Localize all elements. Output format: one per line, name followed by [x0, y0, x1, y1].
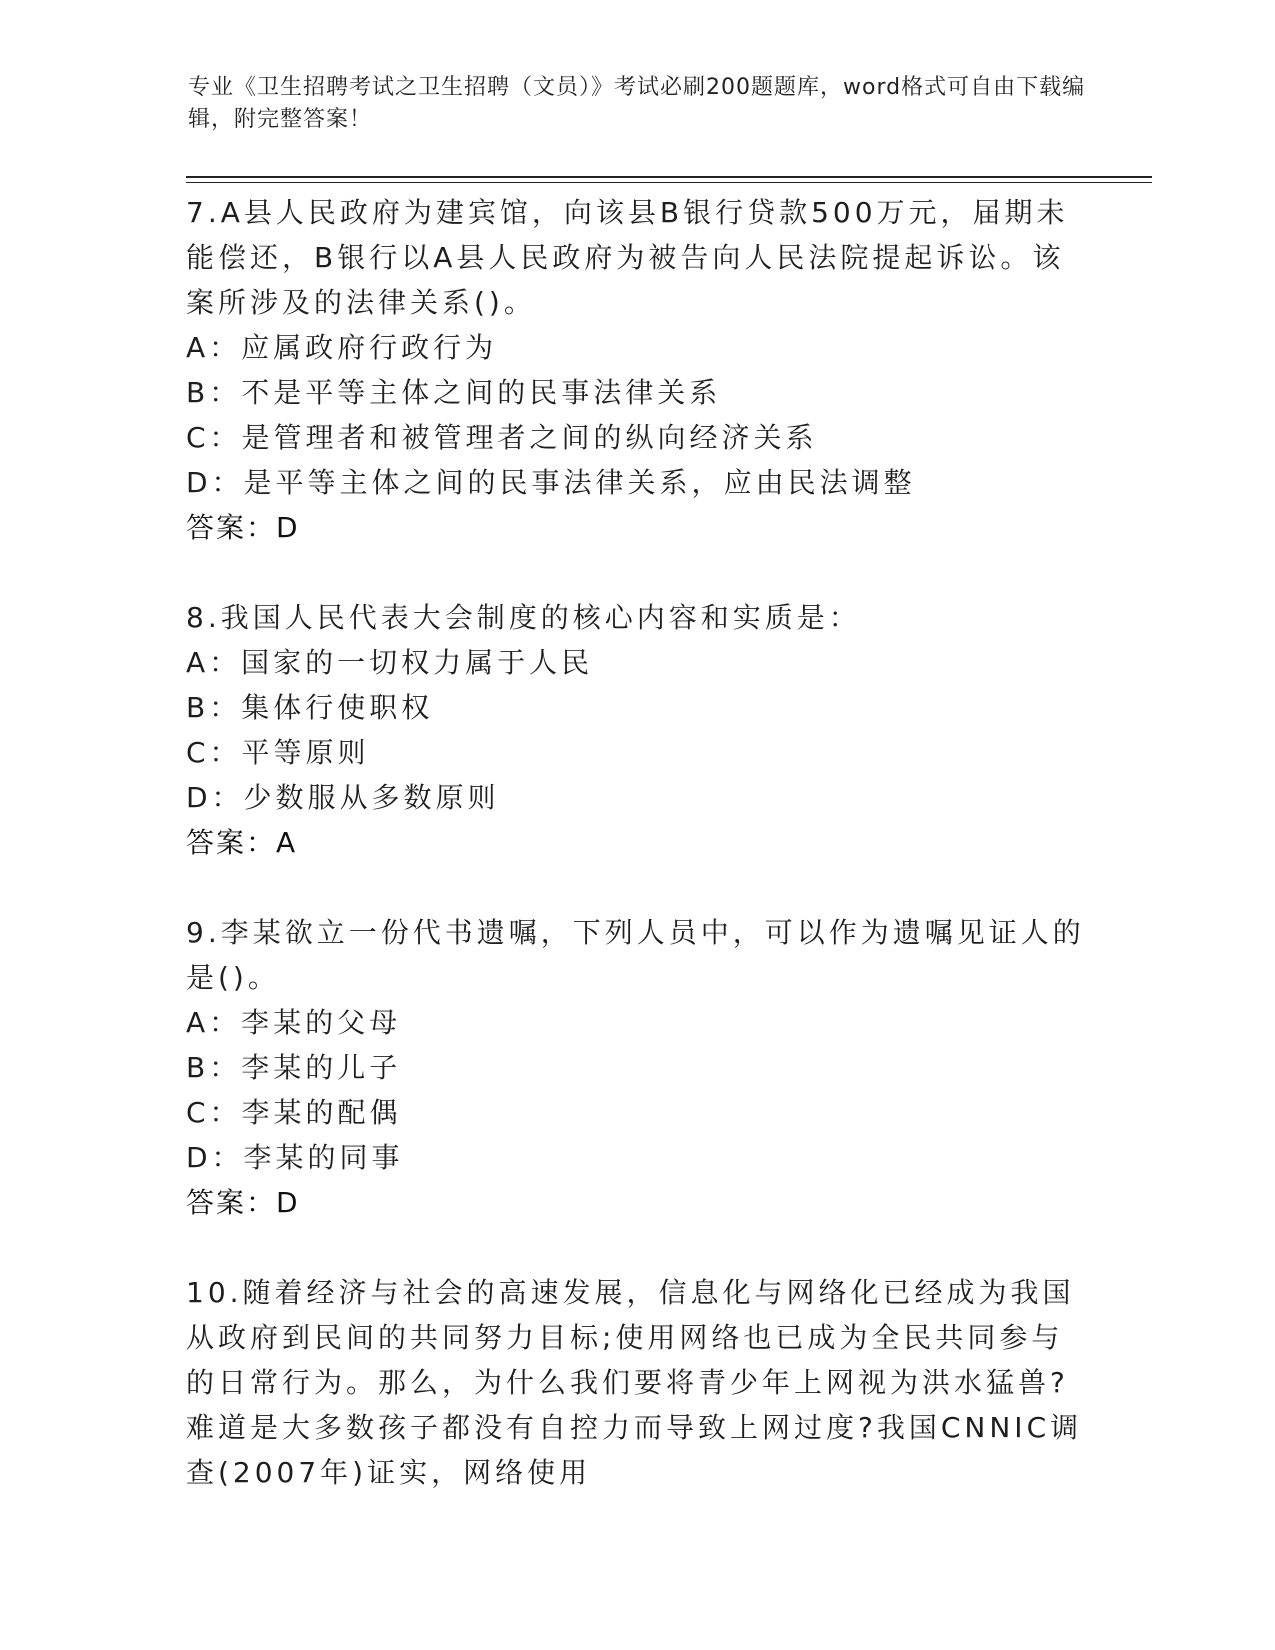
spacer	[186, 865, 1086, 910]
question-list	[186, 190, 1086, 1495]
question-7-option-d: D：是平等主体之间的民事法律关系，应由民法调整	[186, 466, 916, 499]
question-7	[186, 190, 1086, 550]
question-7-option-c: C：是管理者和被管理者之间的纵向经济关系	[186, 421, 818, 454]
question-8-answer: 答案：A	[186, 826, 298, 859]
question-7-option-b: B：不是平等主体之间的民事法律关系	[186, 376, 722, 409]
header-intro-text: 专业《卫生招聘考试之卫生招聘（文员）》考试必刷200题题库，word格式可自由下载编辑，附完整答案！	[188, 75, 1086, 132]
spacer	[186, 550, 1086, 595]
question-9-option-a: A：李某的父母	[186, 1006, 402, 1039]
question-9-option-d: D：李某的同事	[186, 1141, 404, 1174]
question-8	[186, 595, 1086, 865]
question-9-answer: 答案：D	[186, 1186, 300, 1219]
question-7-text: 7.A县人民政府为建宾馆，向该县B银行贷款500万元，届期未能偿还，B银行以A县人民政府为被告向人民法院提起诉讼。该案所涉及的法律关系()。	[186, 196, 1069, 319]
header-rule-thick	[186, 176, 1152, 178]
question-9-text: 9.李某欲立一份代书遗嘱，下列人员中，可以作为遗嘱见证人的是()。	[186, 916, 1085, 994]
question-10-text: 10.随着经济与社会的高速发展，信息化与网络化已经成为我国从政府到民间的共同努力目标;使用网络也已成为全民共同参与的日常行为。那么，为什么我们要将青少年上网视为洪水猛兽?难道是大多数孩子都没有自控力而导致上网过度?我国CNNIC调查(2007年)证实，网络使用	[186, 1276, 1083, 1489]
question-10	[186, 1270, 1086, 1495]
header-rule-thin	[186, 182, 1152, 183]
spacer	[186, 1225, 1086, 1270]
question-7-option-a: A：应属政府行政行为	[186, 331, 498, 364]
document-header	[188, 72, 1088, 136]
question-8-option-a: A：国家的一切权力属于人民	[186, 646, 594, 679]
question-8-text: 8.我国人民代表大会制度的核心内容和实质是：	[186, 601, 861, 634]
question-8-option-d: D：少数服从多数原则	[186, 781, 500, 814]
question-8-option-b: B：集体行使职权	[186, 691, 434, 724]
question-9	[186, 910, 1086, 1225]
question-9-option-b: B：李某的儿子	[186, 1051, 402, 1084]
question-9-option-c: C：李某的配偶	[186, 1096, 402, 1129]
question-8-option-c: C：平等原则	[186, 736, 370, 769]
question-7-answer: 答案：D	[186, 511, 300, 544]
